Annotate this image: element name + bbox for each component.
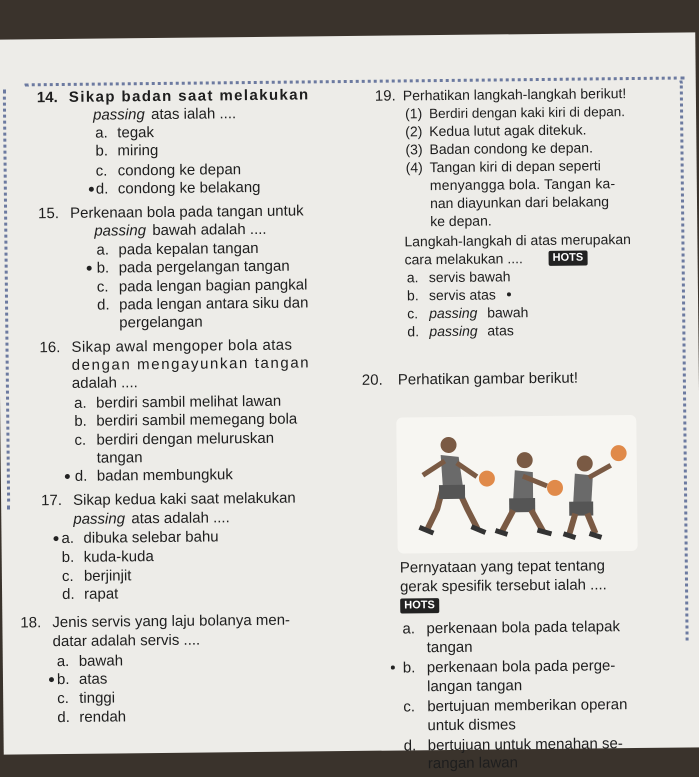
q17-option-d: rapat — [83, 585, 119, 603]
q19-option-a: servis bawah — [428, 268, 511, 286]
q15-stem-line2: bawah adalah .... — [152, 220, 267, 240]
q20-stem: Perhatikan gambar berikut! — [397, 369, 579, 389]
q19-step-3: Badan condong ke depan. — [429, 139, 594, 158]
volleyball-passing-illustration — [396, 415, 637, 554]
ball-2 — [547, 480, 563, 496]
q18-stem-line2: datar adalah servis .... — [52, 631, 201, 651]
q16-option-a-letter: a. — [73, 394, 87, 412]
q19-option-c-letter: c. — [407, 305, 419, 322]
player-2 — [495, 452, 552, 535]
q20-question-line1: Pernyataan yang tepat tentang — [399, 557, 606, 577]
q15-option-c: pada lengan bagian pangkal — [118, 276, 308, 296]
q18-option-c: tinggi — [79, 689, 116, 707]
q15-option-b-letter: b. — [96, 259, 110, 277]
q20-option-a-line1: perkenaan bola pada telapak — [426, 618, 621, 638]
q20-option-c-letter: c. — [403, 698, 416, 716]
q16-option-a: berdiri sambil melihat lawan — [95, 392, 282, 412]
q15-option-d: pada lengan antara siku dan — [118, 294, 309, 314]
players-figure — [396, 415, 637, 554]
q19-step-2: Kedua lutut agak ditekuk. — [429, 121, 587, 140]
player-3 — [563, 455, 612, 537]
ball-3 — [611, 445, 627, 461]
q15-option-c-letter: c. — [96, 278, 109, 296]
player-1 — [418, 437, 485, 534]
q19-step-4-cont-2: nan diayunkan dari belakang — [429, 193, 610, 212]
answer-mark — [65, 474, 70, 479]
q19-step-4: Tangan kiri di depan seperti — [429, 157, 601, 176]
q20-option-b-line2: langan tangan — [426, 677, 523, 696]
q16-option-b: berdiri sambil memegang bola — [96, 410, 298, 430]
q16-stem-line3: adalah .... — [71, 374, 138, 392]
q18-option-a-letter: a. — [56, 652, 70, 671]
q20-option-b-letter: b. — [402, 659, 416, 677]
q18-option-a: bawah — [78, 652, 124, 670]
q14-option-b: miring — [117, 141, 159, 160]
q17-option-d-letter: d. — [62, 585, 75, 604]
q16-option-d: badan membungkuk — [96, 466, 233, 485]
q20-option-a-letter: a. — [402, 620, 416, 638]
q17-stem-line1: Sikap kedua kaki saat melakukan — [73, 489, 296, 509]
hots-badge: HOTS — [400, 598, 439, 613]
q14-option-d: condong ke belakang — [117, 178, 261, 198]
q18-stem-line1: Jenis servis yang laju bolanya men- — [52, 611, 291, 632]
q19-question-line2: cara melakukan .... — [404, 250, 523, 268]
q20-question-line2: gerak spesifik tersebut ialah .... — [399, 576, 607, 596]
q17-option-a-letter: a. — [61, 529, 75, 548]
q14-stem-line1: Sikap badan saat melakukan — [68, 86, 310, 106]
q16-option-c: berdiri dengan meluruskan — [96, 429, 275, 449]
q19-option-b: servis atas — [428, 286, 496, 304]
q16-option-c-cont: tangan — [96, 449, 143, 467]
q15-option-b: pada pergelangan tangan — [118, 257, 290, 277]
q15-option-a: pada kepalan tangan — [118, 239, 259, 259]
q17-number: 17. — [41, 492, 63, 510]
q20-option-b-line1: perkenaan bola pada perge- — [426, 657, 616, 677]
q16-option-d-letter: d. — [74, 467, 88, 485]
q20-option-d-line1: bertujuan untuk menahan se- — [427, 735, 623, 755]
q17-option-c: berjinjit — [83, 567, 132, 585]
answer-mark — [391, 666, 395, 670]
q14-option-d-letter: d. — [95, 180, 109, 198]
q20-option-a-line2: tangan — [426, 638, 473, 657]
q17-option-b-letter: b. — [61, 548, 75, 567]
q14-option-c: condong ke depan — [117, 161, 242, 180]
q15-stem-italic: passing — [94, 222, 147, 240]
q17-option-a: dibuka selebar bahu — [83, 528, 219, 547]
q14-option-a-letter: a. — [95, 124, 108, 142]
q15-option-d-letter: d. — [96, 296, 110, 314]
q14-option-c-letter: c. — [95, 162, 108, 180]
q18-option-d-letter: d. — [57, 708, 70, 727]
answer-mark — [89, 187, 94, 192]
q17-option-b: kuda-kuda — [83, 548, 154, 566]
q14-option-b-letter: b. — [95, 142, 109, 160]
q19-step-2-number: (2) — [405, 123, 423, 140]
q20-option-c-line2: untuk dismes — [427, 716, 516, 735]
q17-stem-line2: atas adalah .... — [131, 509, 230, 528]
q19-option-d-italic: passing — [429, 322, 478, 340]
q19-step-4-number: (4) — [405, 159, 423, 176]
q14-number: 14. — [36, 89, 58, 107]
q16-number: 16. — [39, 339, 61, 357]
q15-number: 15. — [38, 205, 60, 223]
q19-step-1: Berdiri dengan kaki kiri di depan. — [428, 104, 626, 122]
q20-option-d-letter: d. — [403, 737, 417, 755]
q19-option-a-letter: a. — [406, 269, 419, 286]
q14-stem-line2: atas ialah .... — [150, 105, 237, 124]
q19-option-c-italic: passing — [429, 304, 478, 322]
q20-option-c-line1: bertujuan memberikan operan — [427, 696, 628, 716]
q19-option-c: bawah — [487, 304, 529, 321]
q20-number: 20. — [361, 371, 383, 389]
hots-badge: HOTS — [549, 251, 588, 266]
q19-step-4-cont-3: ke depan. — [430, 212, 492, 230]
q16-option-c-letter: c. — [74, 431, 87, 449]
answer-mark — [53, 536, 58, 541]
q15-stem-line1: Perkenaan bola pada tangan untuk — [70, 202, 304, 222]
dotted-border-left — [3, 90, 10, 510]
q19-option-b-letter: b. — [406, 287, 419, 304]
worksheet-page — [0, 32, 699, 773]
q17-stem-italic: passing — [73, 510, 126, 528]
q18-number: 18. — [20, 614, 42, 632]
q18-option-b: atas — [78, 670, 108, 688]
q15-option-a-letter: a. — [96, 241, 110, 259]
q16-stem-line1: Sikap awal mengoper bola atas — [71, 336, 293, 356]
q14-stem-italic: passing — [92, 106, 145, 124]
q16-stem-line2: dengan mengayunkan tangan — [71, 354, 311, 374]
q18-option-b-letter: b. — [56, 670, 70, 689]
answer-mark — [49, 677, 54, 682]
q19-option-d: atas — [487, 322, 514, 339]
q18-option-d: rendah — [79, 708, 127, 726]
ball-1 — [479, 470, 495, 486]
q19-number: 19. — [374, 87, 396, 105]
q20-option-d-line2: rangan lawan — [427, 754, 519, 773]
q17-option-c-letter: c. — [61, 567, 74, 586]
dotted-border-right — [680, 80, 689, 640]
q14-option-a: tegak — [117, 124, 155, 142]
q19-stem: Perhatikan langkah-langkah berikut! — [402, 85, 627, 104]
q19-option-d-letter: d. — [407, 323, 420, 340]
q15-option-d-cont: pergelangan — [119, 313, 203, 332]
q18-option-c-letter: c. — [57, 689, 69, 708]
q19-question-line1: Langkah-langkah di atas merupakan — [404, 231, 631, 250]
answer-mark — [87, 266, 92, 271]
answer-mark — [507, 292, 511, 296]
q19-step-4-cont-1: menyangga bola. Tangan ka- — [429, 175, 616, 194]
q16-option-b-letter: b. — [74, 412, 87, 430]
q19-step-3-number: (3) — [405, 141, 423, 158]
q19-step-1-number: (1) — [404, 105, 423, 122]
